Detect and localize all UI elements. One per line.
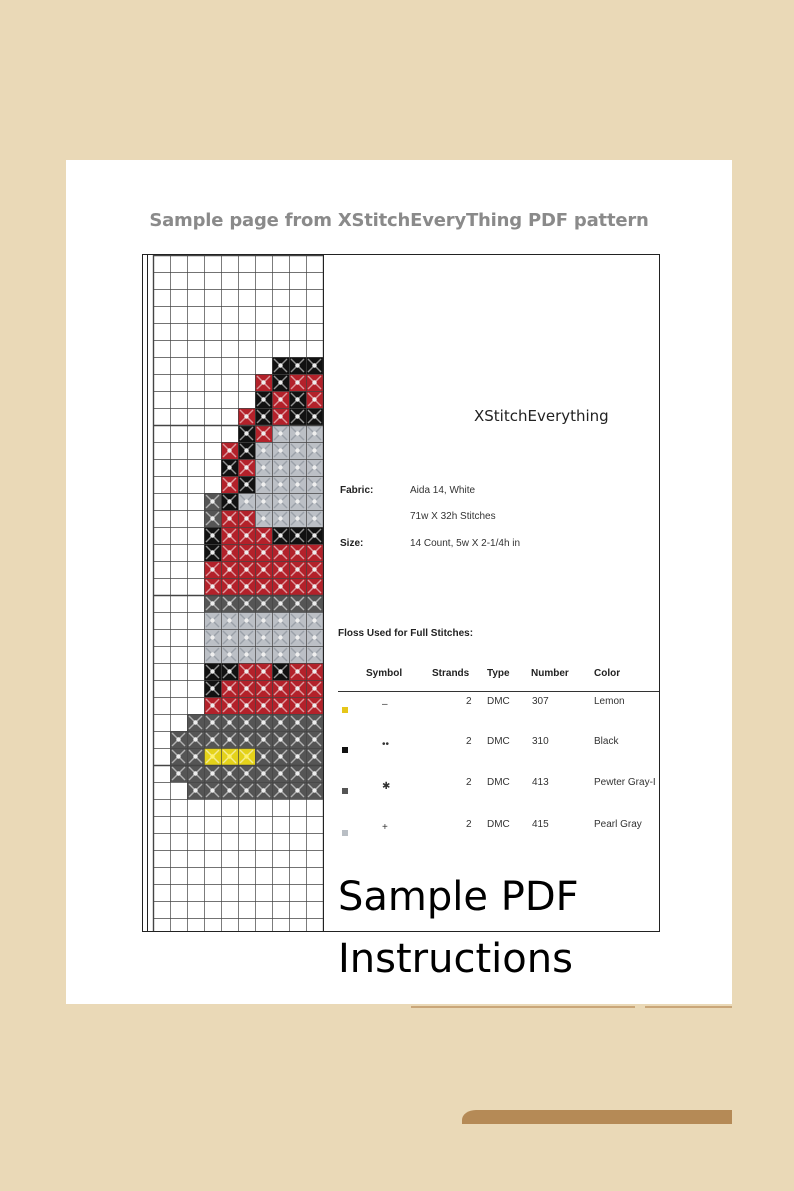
stitch — [255, 731, 272, 748]
stitch — [204, 680, 221, 697]
stitch — [238, 731, 255, 748]
overlay-line-1: Sample PDF — [338, 874, 579, 920]
stitch — [289, 731, 306, 748]
stitch — [289, 561, 306, 578]
floss-type: DMC — [487, 777, 510, 788]
stitch — [238, 612, 255, 629]
stitch — [272, 493, 289, 510]
col-header-symbol: Symbol — [366, 668, 403, 679]
stitch — [204, 697, 221, 714]
stitch — [204, 748, 221, 765]
stitch — [204, 493, 221, 510]
stitch — [272, 680, 289, 697]
stitch — [289, 476, 306, 493]
stitch — [272, 578, 289, 595]
stitch — [238, 408, 255, 425]
floss-type: DMC — [487, 819, 510, 830]
floss-strands: 2 — [466, 819, 472, 830]
stitch — [255, 629, 272, 646]
stitch — [238, 748, 255, 765]
stitch — [306, 748, 323, 765]
floss-symbol: •• — [382, 739, 390, 750]
floss-title: Floss Used for Full Stitches: — [338, 628, 474, 639]
stitch — [187, 731, 204, 748]
stitch — [187, 765, 204, 782]
stitch — [306, 697, 323, 714]
stitch — [306, 629, 323, 646]
stitch — [272, 442, 289, 459]
stitch — [221, 697, 238, 714]
stitch — [289, 680, 306, 697]
stitch — [255, 697, 272, 714]
stitch — [221, 544, 238, 561]
stitch — [170, 748, 187, 765]
stitch — [170, 765, 187, 782]
stitch — [306, 408, 323, 425]
decorative-line — [645, 1006, 732, 1008]
stitch — [238, 476, 255, 493]
floss-type: DMC — [487, 736, 510, 747]
floss-number: 413 — [532, 777, 549, 788]
stitch — [255, 510, 272, 527]
stitch — [221, 629, 238, 646]
stitch — [255, 612, 272, 629]
color-swatch — [342, 747, 348, 753]
fabric-label: Fabric: — [340, 485, 374, 496]
floss-type: DMC — [487, 696, 510, 707]
stitch — [221, 748, 238, 765]
stitch — [238, 442, 255, 459]
stitch — [255, 748, 272, 765]
decorative-bar — [462, 1110, 732, 1124]
stitch — [221, 782, 238, 799]
stitch — [289, 527, 306, 544]
stitch — [289, 442, 306, 459]
stitch — [221, 765, 238, 782]
stitch — [272, 646, 289, 663]
header-divider — [338, 691, 660, 692]
pattern-info-panel — [324, 254, 660, 932]
stitch — [289, 663, 306, 680]
stitch — [306, 527, 323, 544]
stitch — [204, 765, 221, 782]
stitch — [221, 731, 238, 748]
size-label: Size: — [340, 538, 364, 549]
floss-number: 310 — [532, 736, 549, 747]
stitch — [255, 578, 272, 595]
stitch — [289, 408, 306, 425]
floss-color-name: Black — [594, 736, 619, 747]
stitch — [289, 765, 306, 782]
stitch — [306, 731, 323, 748]
stitch — [272, 595, 289, 612]
stitch — [238, 561, 255, 578]
stitch — [289, 714, 306, 731]
stitch — [306, 612, 323, 629]
stitch — [255, 391, 272, 408]
decorative-line — [411, 1006, 635, 1008]
stitch — [272, 629, 289, 646]
stitch — [204, 612, 221, 629]
col-header-strands: Strands — [432, 668, 470, 679]
stitch — [289, 697, 306, 714]
stitch — [289, 510, 306, 527]
color-swatch — [342, 788, 348, 794]
stitch — [170, 731, 187, 748]
stitch — [221, 476, 238, 493]
stitch — [306, 782, 323, 799]
stitch — [289, 493, 306, 510]
color-swatch — [342, 830, 348, 836]
stitch — [204, 544, 221, 561]
stitch — [255, 561, 272, 578]
stitch — [272, 697, 289, 714]
stitch — [204, 527, 221, 544]
stitch — [272, 391, 289, 408]
stitch — [187, 714, 204, 731]
stitch — [238, 629, 255, 646]
floss-color-name: Pewter Gray-I — [594, 777, 656, 788]
stitch — [306, 391, 323, 408]
stitch — [272, 374, 289, 391]
floss-strands: 2 — [466, 777, 472, 788]
stitch — [204, 578, 221, 595]
floss-strands: 2 — [466, 696, 472, 707]
stitch — [272, 765, 289, 782]
stitch — [306, 476, 323, 493]
floss-color-name: Pearl Gray — [594, 819, 642, 830]
stitch — [255, 663, 272, 680]
stitch — [238, 680, 255, 697]
stitch — [255, 374, 272, 391]
stitch — [221, 663, 238, 680]
stitch — [204, 646, 221, 663]
stitch — [306, 544, 323, 561]
floss-color-name: Lemon — [594, 696, 625, 707]
floss-number: 415 — [532, 819, 549, 830]
stitch — [255, 476, 272, 493]
stitch — [306, 459, 323, 476]
stitch — [289, 629, 306, 646]
stitch — [306, 357, 323, 374]
stitch — [289, 578, 306, 595]
stitch — [255, 782, 272, 799]
stitch — [238, 510, 255, 527]
floss-symbol: + — [382, 822, 388, 833]
floss-symbol: ✱ — [382, 781, 391, 792]
stitch — [238, 595, 255, 612]
stitch — [272, 748, 289, 765]
col-header-color: Color — [594, 668, 621, 679]
floss-symbol: – — [382, 699, 388, 710]
stitch — [255, 646, 272, 663]
stitch — [289, 425, 306, 442]
stitch — [272, 425, 289, 442]
overlay-line-2: Instructions — [338, 936, 573, 982]
stitch — [289, 544, 306, 561]
stitch — [272, 782, 289, 799]
stitch — [272, 408, 289, 425]
stitch — [272, 544, 289, 561]
stitch — [204, 510, 221, 527]
stitch — [221, 493, 238, 510]
page-title: Sample page from XStitchEveryThing PDF pattern — [149, 210, 649, 231]
stitch — [187, 782, 204, 799]
stitch — [238, 697, 255, 714]
stitch — [204, 629, 221, 646]
stitch — [221, 561, 238, 578]
stitch — [221, 646, 238, 663]
stitch — [204, 782, 221, 799]
stitch — [221, 578, 238, 595]
color-swatch — [342, 707, 348, 713]
stitch — [306, 510, 323, 527]
stitch — [238, 646, 255, 663]
stitch — [221, 442, 238, 459]
stitch — [272, 663, 289, 680]
stitch-count: 71w X 32h Stitches — [410, 511, 496, 522]
stitch — [187, 748, 204, 765]
stitch — [272, 612, 289, 629]
stitch — [238, 459, 255, 476]
stitch — [221, 459, 238, 476]
stitch — [289, 374, 306, 391]
stitch — [255, 544, 272, 561]
stitch — [204, 595, 221, 612]
floss-number: 307 — [532, 696, 549, 707]
stitch — [306, 714, 323, 731]
stitch — [306, 442, 323, 459]
stitch — [238, 527, 255, 544]
stitch — [255, 680, 272, 697]
stitch — [255, 493, 272, 510]
stitch — [272, 527, 289, 544]
stitch — [238, 544, 255, 561]
stitch — [221, 527, 238, 544]
stitch — [306, 765, 323, 782]
stitch — [272, 714, 289, 731]
stitch — [255, 714, 272, 731]
stitch — [238, 493, 255, 510]
stitch — [272, 510, 289, 527]
stitch — [221, 714, 238, 731]
stitch — [272, 459, 289, 476]
stitch — [306, 561, 323, 578]
stitch — [204, 663, 221, 680]
stitch — [289, 646, 306, 663]
stitch — [238, 714, 255, 731]
stitch — [306, 493, 323, 510]
stitch — [255, 459, 272, 476]
stitch — [289, 782, 306, 799]
stitch — [255, 765, 272, 782]
stitch — [272, 731, 289, 748]
stitch — [306, 425, 323, 442]
stitch-chart — [142, 254, 324, 932]
stitch — [238, 782, 255, 799]
stitch — [238, 765, 255, 782]
stitch — [221, 612, 238, 629]
stitch — [306, 374, 323, 391]
stitch — [255, 595, 272, 612]
stitch — [289, 748, 306, 765]
stitch — [255, 408, 272, 425]
stitch — [272, 476, 289, 493]
stitch — [255, 425, 272, 442]
stitch — [289, 612, 306, 629]
stitch — [221, 680, 238, 697]
floss-strands: 2 — [466, 736, 472, 747]
stitch — [255, 442, 272, 459]
col-header-type: Type — [487, 668, 510, 679]
stitch — [306, 578, 323, 595]
stitch — [204, 731, 221, 748]
stitch — [306, 646, 323, 663]
stitch — [221, 595, 238, 612]
stitch — [272, 561, 289, 578]
stitch — [289, 595, 306, 612]
stitch — [306, 595, 323, 612]
stitch — [289, 357, 306, 374]
stitch — [289, 459, 306, 476]
stitch — [238, 425, 255, 442]
size-value: 14 Count, 5w X 2-1/4h in — [410, 538, 521, 549]
stitch — [289, 391, 306, 408]
stitch-grid — [143, 255, 323, 931]
stitch — [255, 527, 272, 544]
stitch — [306, 663, 323, 680]
stitch — [238, 663, 255, 680]
sample-overlay-text — [338, 866, 579, 990]
stitch — [221, 510, 238, 527]
stitch — [272, 357, 289, 374]
brand-name: XStitchEverything — [474, 407, 609, 425]
col-header-number: Number — [531, 668, 569, 679]
fabric-value: Aida 14, White — [410, 485, 476, 496]
stitch — [204, 561, 221, 578]
stitch — [306, 680, 323, 697]
stitch — [204, 714, 221, 731]
stitch — [238, 578, 255, 595]
